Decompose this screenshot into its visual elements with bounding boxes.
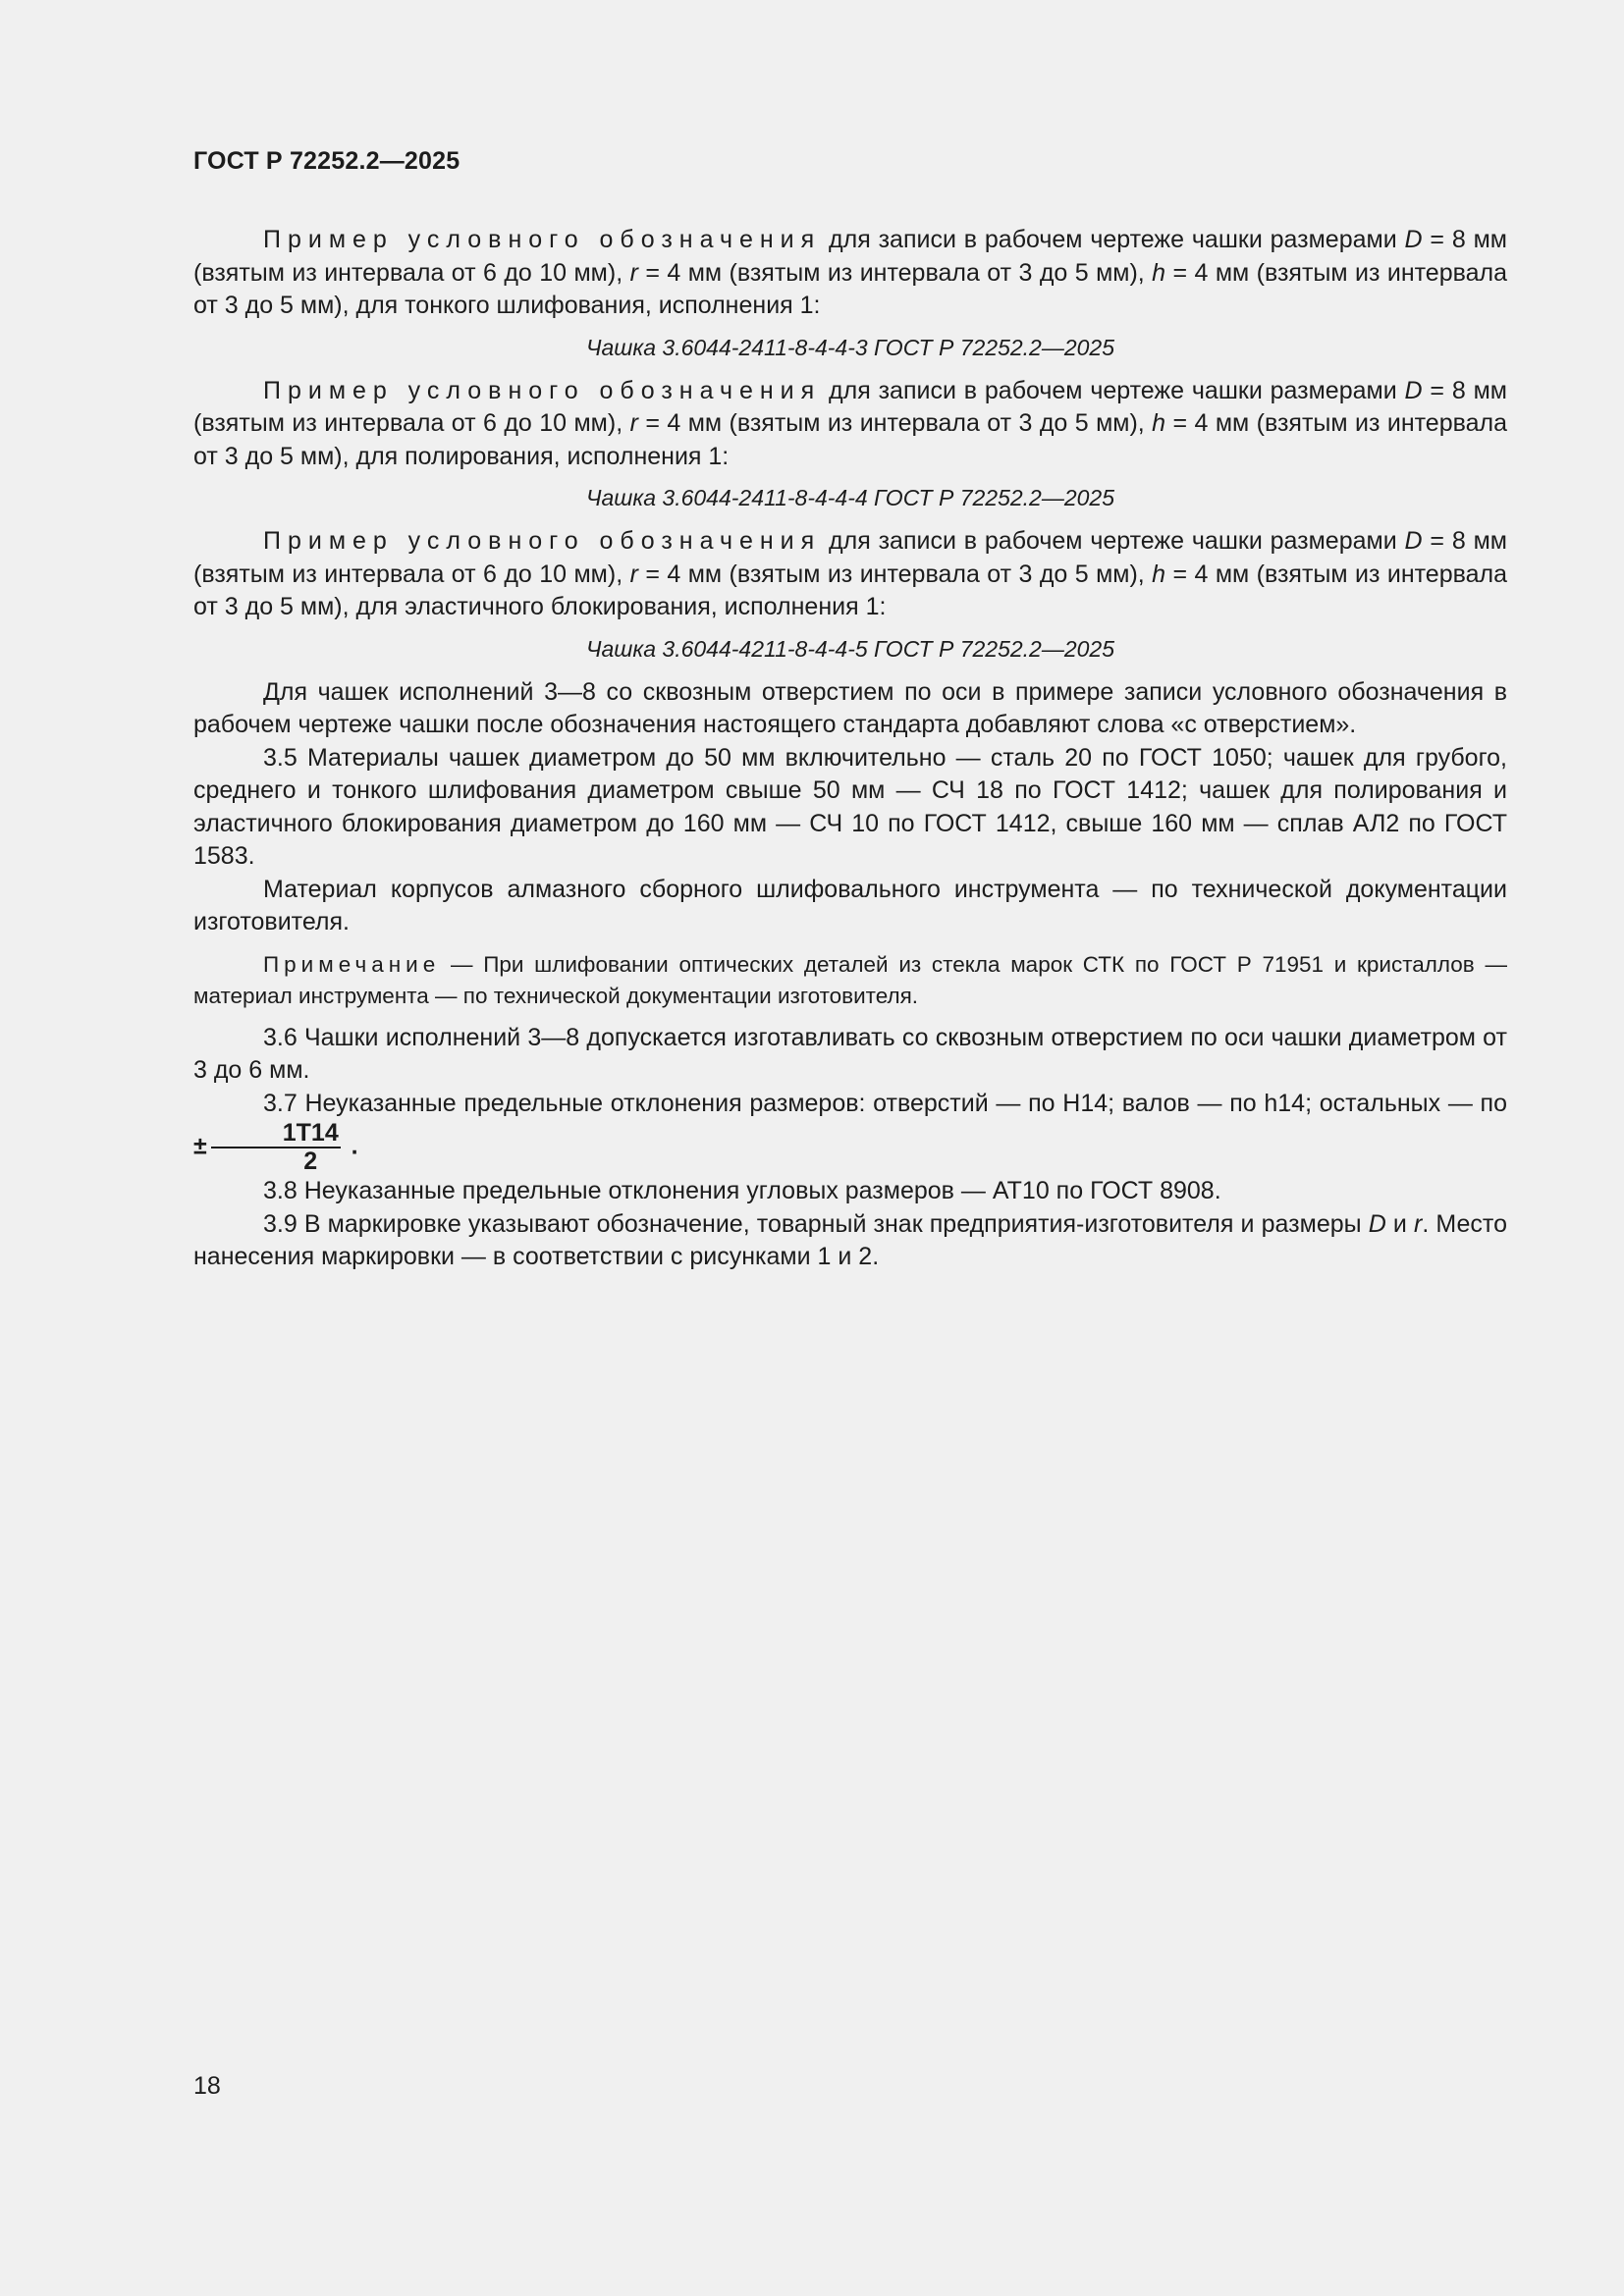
through-hole-paragraph: Для чашек исполнений 3—8 со сквозным отверстием по оси в примере записи условного обозначения в рабочем чертеже чашки после обозначения настоящего стандарта добавляют слова «с отверстием». (193, 677, 1507, 738)
page-number: 18 (193, 2072, 221, 2100)
example-label: Пример условного обозначения (263, 376, 822, 404)
example-label: Пример условного обозначения (263, 527, 822, 555)
clause-3-6: 3.6 Чашки исполнений 3—8 допускается изготавливать со сквозным отверстием по оси чашки диаметром от 3 до 6 мм. (193, 1023, 1507, 1084)
body-material-paragraph: Материал корпусов алмазного сборного шлифовального инструмента — по технической документации изготовителя. (193, 875, 1507, 935)
fraction-numerator: 1T14 (211, 1120, 341, 1148)
note-label: Примечание (263, 951, 441, 977)
plus-minus-sign: ± (193, 1132, 207, 1160)
designation-example-1: Чашка 3.6044-2411-8-4-4-3 ГОСТ Р 72252.2—2025 (585, 334, 1115, 360)
document-header: ГОСТ Р 72252.2—2025 (193, 147, 460, 175)
example-paragraph-1: Пример условного обозначения для записи в рабочем чертеже чашки размерами D = 8 мм (взятым из интервала от 6 до 10 мм), r = 4 мм (взятым из интервала от 3 до 5 мм), h = 4 мм (взятым из интервала от 3 до 5 мм), для тонкого шлифования, исполнения 1: (193, 226, 1507, 319)
example-label: Пример условного обозначения (263, 226, 822, 253)
clause-3-8: 3.8 Неуказанные предельные отклонения угловых размеров — AT10 по ГОСТ 8908. (263, 1177, 1221, 1204)
note-text: При шлифовании оптических деталей из стекла марок СТК по ГОСТ Р 71951 и кристаллов — материал инструмента — по технической документации изготовителя. (193, 951, 1507, 1008)
clause-3-7: 3.7 Неуказанные предельные отклонения размеров: отверстий — по H14; валов — по h14; остальных — по ± $\frac{1T14}{2}$ . (193, 1089, 1507, 1175)
example-paragraph-2: Пример условного обозначения для записи в рабочем чертеже чашки размерами D = 8 мм (взятым из интервала от 6 до 10 мм), r = 4 мм (взятым из интервала от 3 до 5 мм), h = 4 мм (взятым из интервала от 3 до 5 мм), для полирования, исполнения 1: (193, 376, 1507, 470)
example-paragraph-3: Пример условного обозначения для записи в рабочем чертеже чашки размерами D = 8 мм (взятым из интервала от 6 до 10 мм), r = 4 мм (взятым из интервала от 3 до 5 мм), h = 4 мм (взятым из интервала от 3 до 5 мм), для эластичного блокирования, исполнения 1: (193, 527, 1507, 620)
tolerance-fraction (211, 1120, 341, 1175)
note-paragraph: Примечание — При шлифовании оптических деталей из стекла марок СТК по ГОСТ Р 71951 и кристаллов — материал инструмента — по технической документации изготовителя. (193, 951, 1507, 1008)
fraction-denominator: 2 (303, 1148, 318, 1175)
document-body (193, 224, 1507, 1274)
clause-3-5: 3.5 Материалы чашек диаметром до 50 мм включительно — сталь 20 по ГОСТ 1050; чашек для грубого, среднего и тонкого шлифования диаметром свыше 50 мм — СЧ 18 по ГОСТ 1412; чашек для полирования и эластичного блокирования диаметром до 160 мм — СЧ 10 по ГОСТ 1412, свыше 160 мм — сплав АЛ2 по ГОСТ 1583. (193, 743, 1507, 870)
designation-example-2: Чашка 3.6044-2411-8-4-4-4 ГОСТ Р 72252.2—2025 (585, 485, 1115, 510)
designation-example-3: Чашка 3.6044-4211-8-4-4-5 ГОСТ Р 72252.2—2025 (585, 635, 1115, 662)
clause-3-9: 3.9 В маркировке указывают обозначение, товарный знак предприятия-изготовителя и размеры D и r. Место нанесения маркировки — в соответствии с рисунками 1 и 2. (193, 1209, 1507, 1270)
